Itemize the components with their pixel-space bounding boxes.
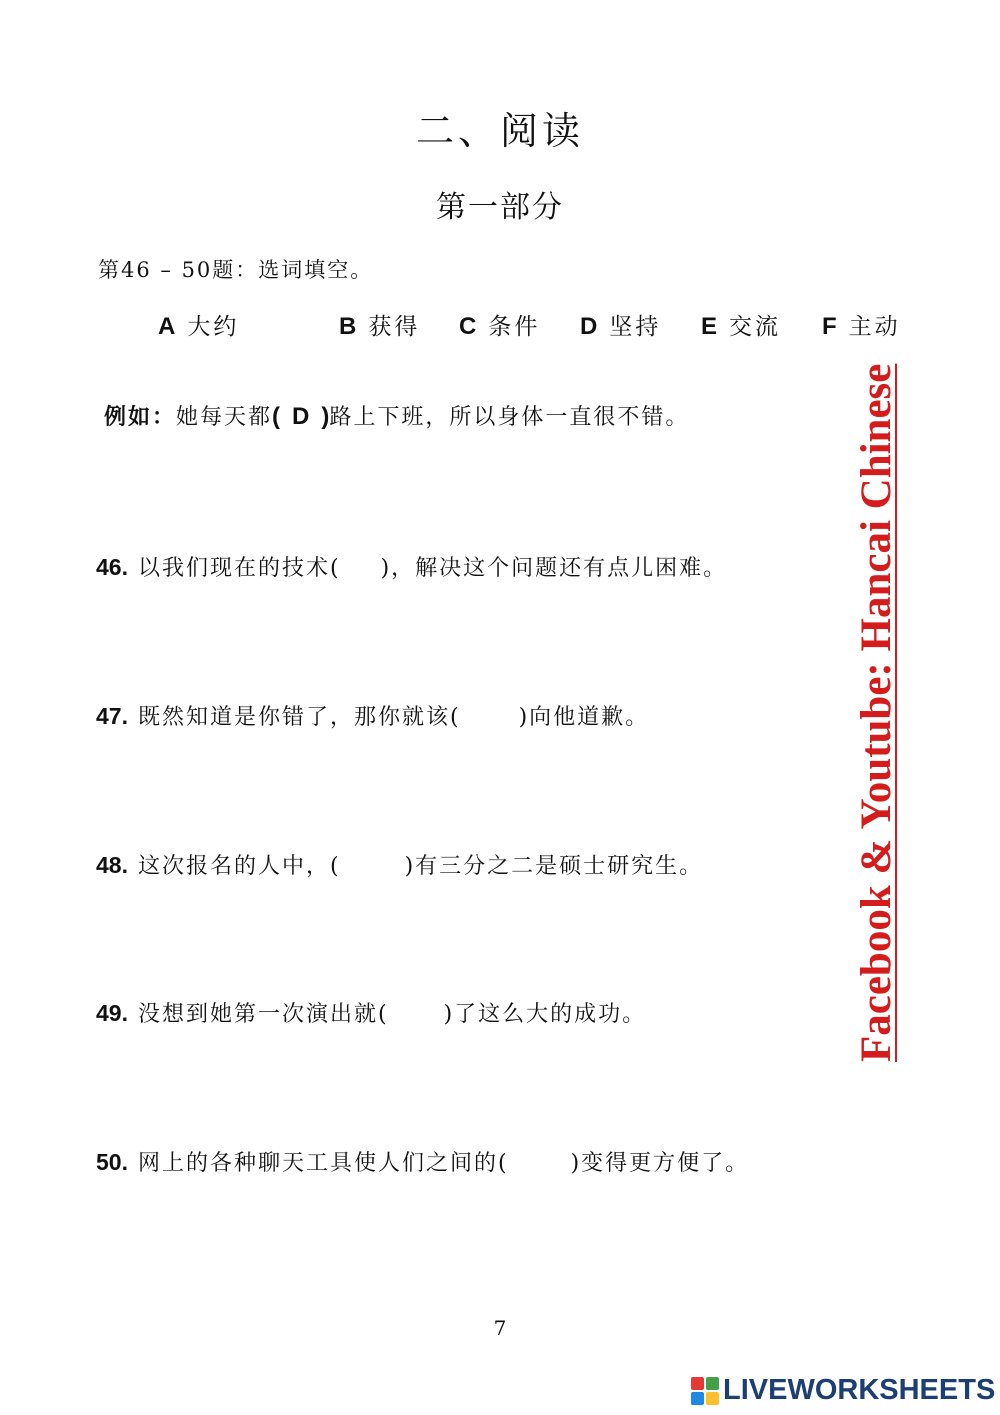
question-number: 48. (96, 852, 128, 878)
logo-square (706, 1392, 719, 1405)
option-a (158, 308, 239, 341)
option-word: 大约 (187, 314, 240, 340)
question-number: 50. (96, 1149, 128, 1175)
logo-square (691, 1377, 704, 1390)
question-49 (96, 997, 646, 1028)
question-46 (96, 551, 727, 582)
question-text-after: )了这么大的成功。 (443, 1002, 647, 1027)
question-text-after: )，解决这个问题还有点儿困难。 (380, 556, 728, 581)
option-b (339, 308, 420, 341)
option-f (822, 308, 901, 341)
example-label: 例如： (104, 404, 177, 430)
question-text-after: )向他道歉。 (518, 705, 650, 730)
example-answer: D (292, 403, 310, 430)
question-50 (96, 1146, 749, 1177)
question-number: 49. (96, 1000, 128, 1026)
logo-square (691, 1392, 704, 1405)
question-text-before: 这次报名的人中，( (137, 854, 341, 879)
option-c (459, 308, 540, 341)
liveworksheets-brand[interactable] (691, 1374, 995, 1407)
question-text-before: 没想到她第一次演出就( (137, 1002, 389, 1027)
question-number: 46. (96, 554, 128, 580)
question-text-after: )变得更方便了。 (570, 1151, 750, 1176)
watermark-text: Facebook & Youtube: Hancai Chinese (853, 363, 900, 1062)
option-word: 主动 (848, 314, 901, 340)
liveworksheets-logo-icon (691, 1377, 719, 1405)
section-title: 二、阅读 (415, 109, 584, 153)
example-after: 路上下班，所以身体一直很不错。 (329, 405, 690, 430)
option-word: 条件 (488, 314, 541, 340)
example-sentence (104, 400, 689, 431)
example-before: 她每天都 (176, 405, 273, 430)
option-word: 交流 (729, 314, 782, 340)
option-letter: E (701, 313, 718, 340)
option-word: 坚持 (609, 314, 662, 340)
option-e (701, 308, 781, 341)
option-letter: C (459, 313, 477, 340)
question-text-before: 以我们现在的技术( (137, 556, 341, 581)
question-text-before: 网上的各种聊天工具使人们之间的( (137, 1151, 509, 1176)
question-text-before: 既然知道是你错了，那你就该( (137, 705, 461, 730)
question-47 (96, 700, 649, 731)
question-number: 47. (96, 703, 128, 729)
option-letter: D (580, 313, 598, 340)
example-close-paren: ) (321, 403, 330, 430)
example-open-paren: ( (272, 403, 281, 430)
option-letter: A (158, 313, 176, 340)
option-letter: F (822, 313, 837, 340)
option-word: 获得 (368, 314, 421, 340)
question-48 (96, 849, 703, 880)
option-letter: B (339, 313, 357, 340)
instruction-text: 第46 – 50题：选词填空。 (98, 258, 374, 282)
brand-text: LIVEWORKSHEETS (723, 1374, 996, 1406)
section-subtitle: 第一部分 (436, 190, 564, 225)
logo-square (706, 1377, 719, 1390)
page-number: 7 (493, 1316, 507, 1340)
option-d (580, 308, 661, 341)
question-text-after: )有三分之二是硕士研究生。 (404, 854, 704, 879)
